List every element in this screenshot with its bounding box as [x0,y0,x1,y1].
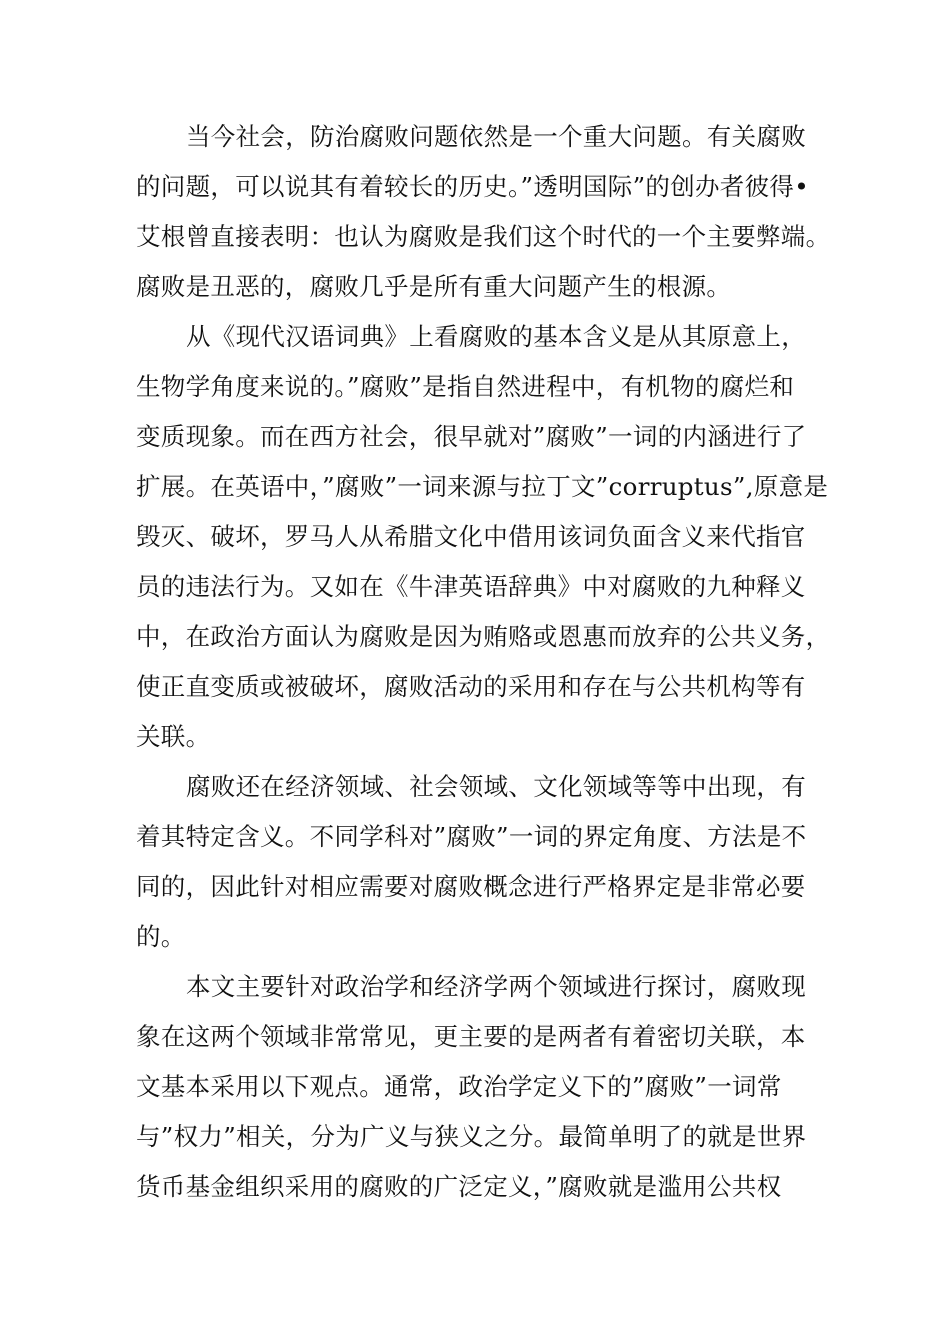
text-line: 当今社会，防治腐败问题依然是一个重大问题。有关腐败 [186,122,806,151]
text-line: 艾根曾直接表明：也认为腐败是我们这个时代的一个主要弊端。 [136,222,831,251]
text-line: 本文主要针对政治学和经济学两个领域进行探讨，腐败现 [186,972,806,1001]
paragraph-2 [136,312,836,762]
text-line: 生物学角度来说的。”腐败”是指自然进程中，有机物的腐烂和 [136,372,795,401]
text-line: 使正直变质或被破坏，腐败活动的采用和存在与公共机构等有 [136,672,806,701]
text-line: 扩展。在英语中，”腐败”一词来源与拉丁文”corruptus”,原意是 [136,472,829,501]
text-line: 货币基金组织采用的腐败的广泛定义，”腐败就是滥用公共权 [136,1172,782,1201]
text-line: 的问题，可以说其有着较长的历史。”透明国际”的创办者彼得• [136,172,809,201]
paragraph-1 [136,112,836,312]
text-line: 腐败是丑恶的，腐败几乎是所有重大问题产生的根源。 [136,272,732,301]
text-line: 腐败还在经济领域、社会领域、文化领域等等中出现，有 [186,772,806,801]
text-line: 着其特定含义。不同学科对”腐败”一词的界定角度、方法是不 [136,822,807,851]
paragraph-3 [136,762,836,962]
text-line: 从《现代汉语词典》上看腐败的基本含义是从其原意上， [186,322,806,351]
text-line: 关联。 [136,722,211,751]
text-line: 同的，因此针对相应需要对腐败概念进行严格界定是非常必要 [136,872,806,901]
text-line: 变质现象。而在西方社会，很早就对”腐败”一词的内涵进行了 [136,422,807,451]
document-body [136,112,836,1212]
text-line: 中，在政治方面认为腐败是因为贿赂或恩惠而放弃的公共义务， [136,622,831,651]
text-line: 的。 [136,922,186,951]
text-line: 员的违法行为。又如在《牛津英语辞典》中对腐败的九种释义 [136,572,806,601]
text-line: 象在这两个领域非常常见，更主要的是两者有着密切关联，本 [136,1022,806,1051]
text-line: 毁灭、破坏，罗马人从希腊文化中借用该词负面含义来代指官 [136,522,806,551]
paragraph-4 [136,962,836,1212]
text-line: 与”权力”相关，分为广义与狭义之分。最简单明了的就是世界 [136,1122,807,1151]
text-line: 文基本采用以下观点。通常，政治学定义下的”腐败”一词常 [136,1072,782,1101]
